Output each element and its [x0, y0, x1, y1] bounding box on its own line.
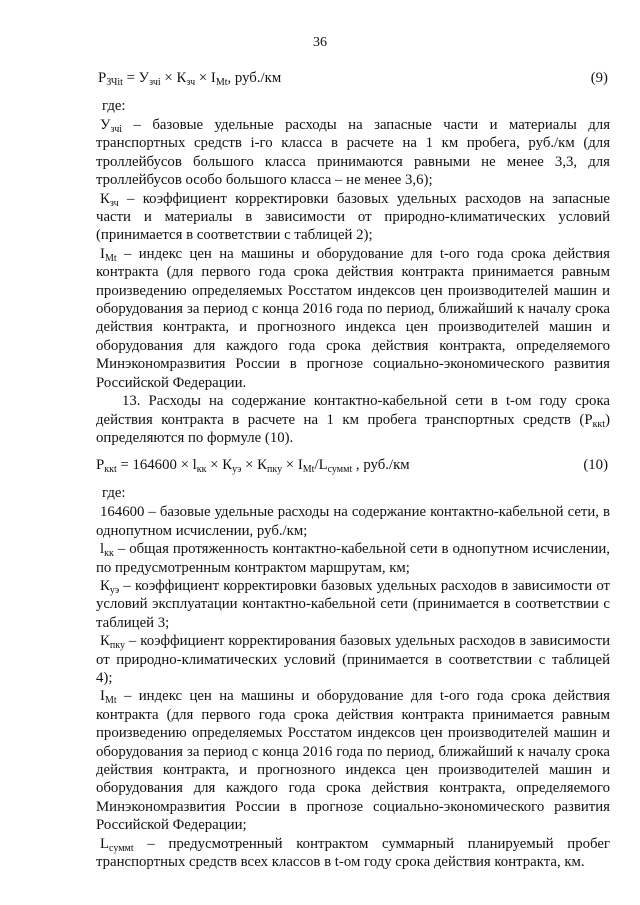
- definition-164600: 164600 – базовые удельные расходы на содержание контактно-кабельной сети, в однопутном исчислении, руб./км;: [96, 504, 610, 539]
- definition-k-zch: $К_{зч}$ – коэффициент корректировки базовых удельных расходов на запасные части и материалы в зависимости от природно-климатических условий (принимается в соответствии с таблицей 2);: [96, 190, 610, 244]
- page-number: 36: [313, 35, 327, 50]
- where-label-2: где:: [102, 485, 126, 502]
- formula-9-body: $Р_{ЗЧit} = У_{зчi} \times К_{зч} \times I_{Mt}$, руб./км: [98, 70, 282, 88]
- definition-i-mt-2: $I_{Mt}$ – индекс цен на машины и оборудование для t-ого года срока действия контракта (для первого года срока действия контракта принимается равным произведению определяемых Росстатом индексов цен производителей машин и оборудования за период с конца 2016 года по период, ближайший к началу срока действия контракта, и прогнозного индекса цен производителей машин и оборудования для каждого года срока действия контракта, определяемого Минэкономразвития России в прогнозе социально-экономического развития Российской Федерации;: [96, 688, 610, 834]
- formula-10: [96, 455, 610, 475]
- formula-10-number: (10): [583, 457, 608, 474]
- formula-9: [96, 68, 610, 88]
- definition-l-summ: $L_{суммt}$ – предусмотренный контрактом суммарный планируемый пробег транспортных средств всех классов в t-ом году срока действия контракта, км.: [96, 835, 610, 871]
- formula-10-body: $Р_{ккt} = 164600 \times l_{кк} \times К_{уэ} \times К_{пку} \times I_{Mt}/L_{суммt}$ , руб./км: [96, 457, 410, 476]
- definition-l-kk: $l_{кк}$ – общая протяженность контактно-кабельной сети в однопутном исчислении, по предусмотренным контрактом маршрутам, км;: [96, 541, 610, 576]
- where-label-1: где:: [102, 98, 126, 114]
- definition-u-zch: $У_{зчi}$ – базовые удельные расходы на запасные части и материалы для транспортных средств i-го класса в расчете на 1 км пробега, руб./км (для троллейбусов большого класса принимаются равными не менее 3,3, для троллейбусов особо большого класса – не менее 3,6);: [96, 117, 610, 189]
- page-content: [96, 62, 610, 871]
- definition-k-ue: $К_{уэ}$ – коэффициент корректировки базовых удельных расходов в зависимости от условий эксплуатации контактно-кабельной сети (принимается в соответствии с таблицей 3;: [96, 577, 610, 631]
- paragraph-13: 13. Расходы на содержание контактно-кабельной сети в t-ом году срока действия контракта в расчете на 1 км пробега транспортных средств $(Р_{ккt})$ определяются по формуле (10).: [96, 393, 610, 446]
- definition-i-mt-1: $I_{Mt}$ – индекс цен на машины и оборудование для t-ого года срока действия контракта (для первого года срока действия контракта принимается равным произведению определяемых Росстатом индексов цен производителей машин и оборудования за период с конца 2016 года по период, ближайший к началу срока действия контракта, и прогнозного индекса цен производителей машин и оборудования для каждого года срока действия контракта, определяемого Минэкономразвития России в прогнозе социально-экономического развития Российской Федерации.: [96, 245, 610, 391]
- formula-9-number: (9): [590, 70, 608, 86]
- definition-k-pku: $К_{пку}$ – коэффициент корректирования базовых удельных расходов в зависимости от природно-климатических условий (принимается в соответствии с таблицей 4);: [96, 633, 610, 686]
